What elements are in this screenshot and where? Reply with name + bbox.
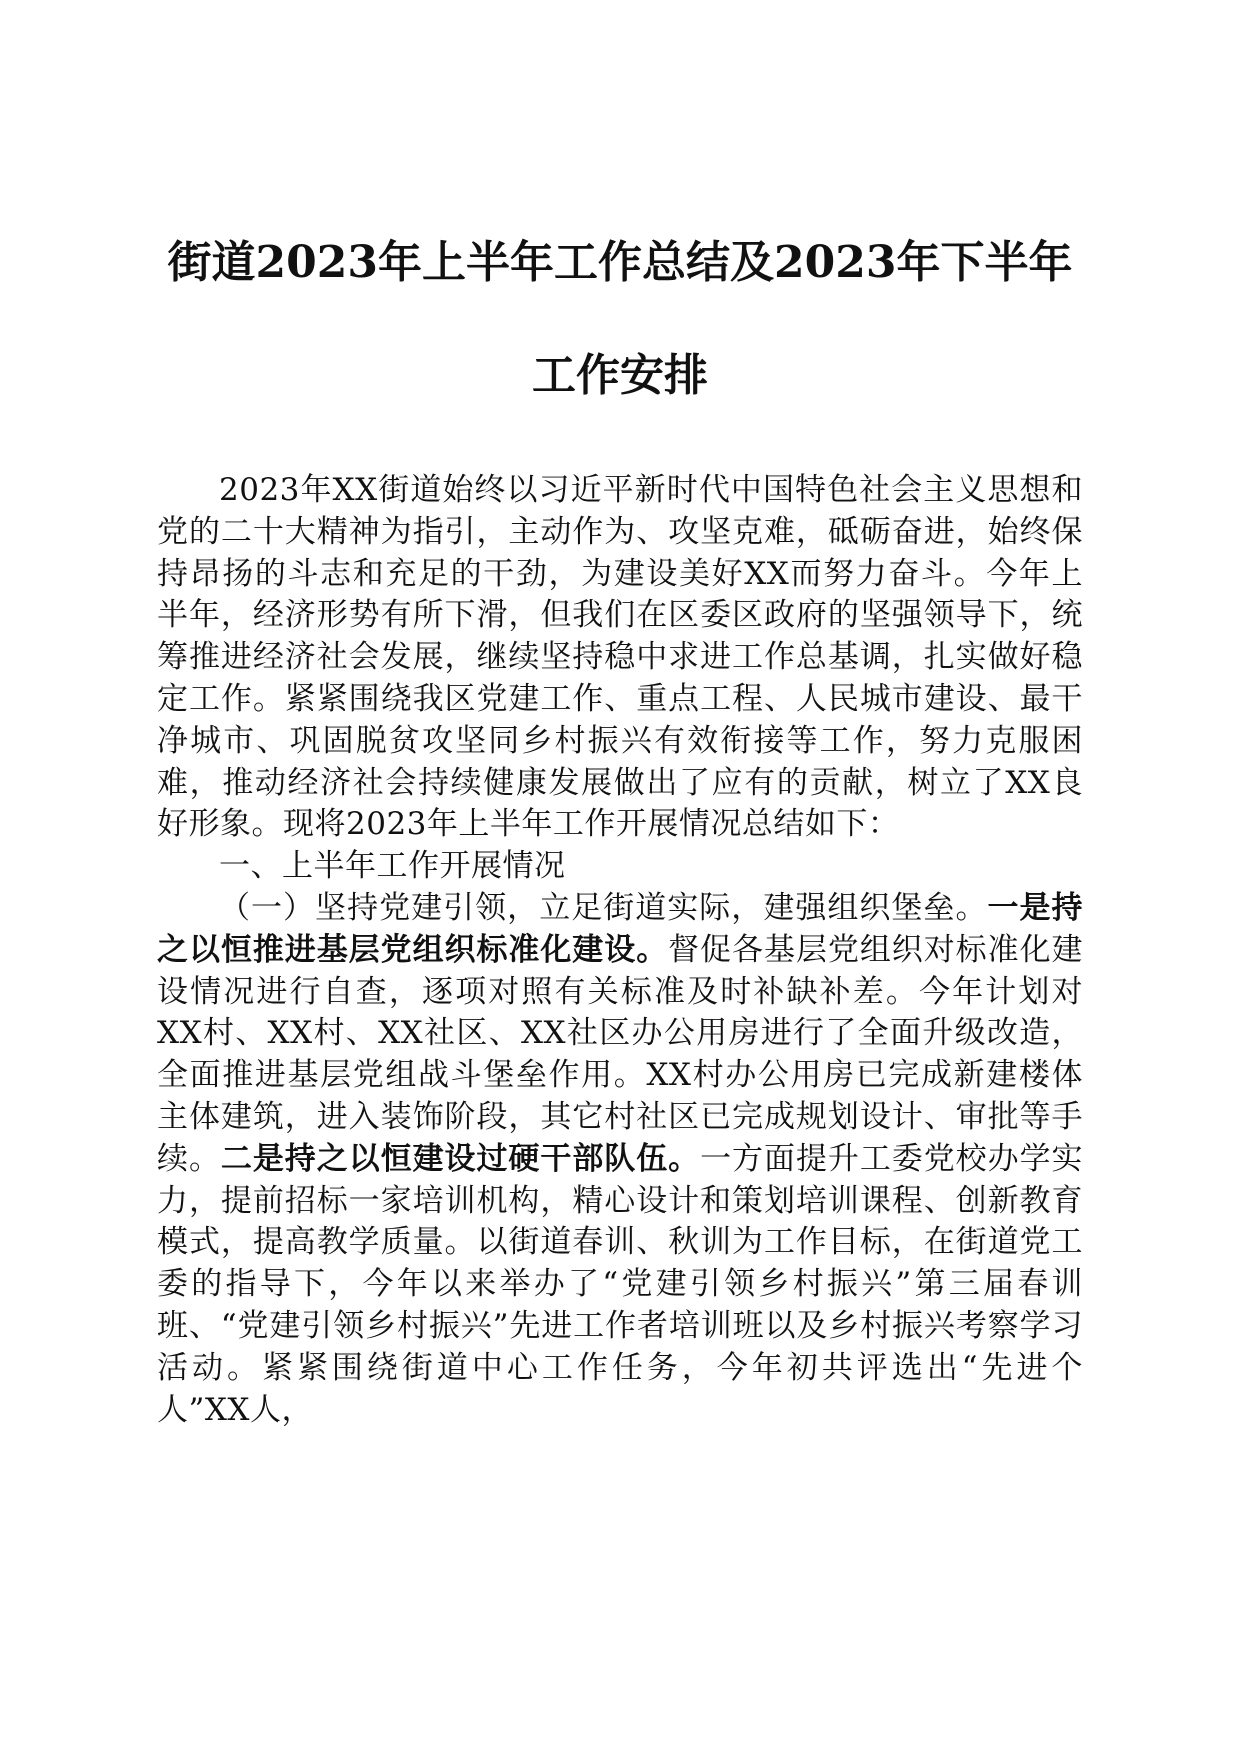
- section-heading: 一、上半年工作开展情况: [219, 848, 566, 885]
- point-1-text: 督促各基层党组织对标准化建设情况进行自查，逐项对照有关标准及时补缺补差。今年计划对XX村、XX村、XX社区、XX社区办公用房进行了全面升级改造，全面推进基层党组战斗堡垒作用。XX村办公用房已完成新建楼体主体建筑，进入装饰阶段，其它村社区已完成规划设计、审批等手续。: [157, 931, 1084, 1177]
- subsection-lead: （一）坚持党建引领，立足街道实际，建强组织堡垒。: [219, 889, 988, 926]
- point-2-title: 二是持之以恒建设过硬干部队伍。: [220, 1140, 701, 1177]
- point-2-text: 一方面提升工委党校办学实力，提前招标一家培训机构，精心设计和策划培训课程、创新教育模式，提高教学质量。以街道春训、秋训为工作目标，在街道党工委的指导下，今年以来举办了“党建引领乡村振兴”第三届春训班、“党建引领乡村振兴”先进工作者培训班以及乡村振兴考察学习活动。紧紧围绕街道中心工作任务，今年初共评选出“先进个人”XX人，: [157, 1140, 1084, 1428]
- document-title-line-1: 街道2023年上半年工作总结及2023年下半年: [167, 237, 1073, 288]
- document-body: [157, 470, 1083, 1431]
- point-1-title: 一是持之以恒推进基层党组织标准化建设。: [157, 889, 1084, 968]
- document-title-line-2: 工作安排: [532, 350, 708, 401]
- intro-paragraph: 2023年XX街道始终以习近平新时代中国特色社会主义思想和党的二十大精神为指引，主动作为、攻坚克难，砥砺奋进，始终保持昂扬的斗志和充足的干劲，为建设美好XX而努力奋斗。今年上半年，经济形势有所下滑，但我们在区委区政府的坚强领导下，统筹推进经济社会发展，继续坚持稳中求进工作总基调，扎实做好稳定工作。紧紧围绕我区党建工作、重点工程、人民城市建设、最干净城市、巩固脱贫攻坚同乡村振兴有效衔接等工作，努力克服困难，推动经济社会持续健康发展做出了应有的贡献，树立了XX良好形象。现将2023年上半年工作开展情况总结如下：: [157, 472, 1083, 843]
- subsection-paragraph: [157, 888, 1083, 1431]
